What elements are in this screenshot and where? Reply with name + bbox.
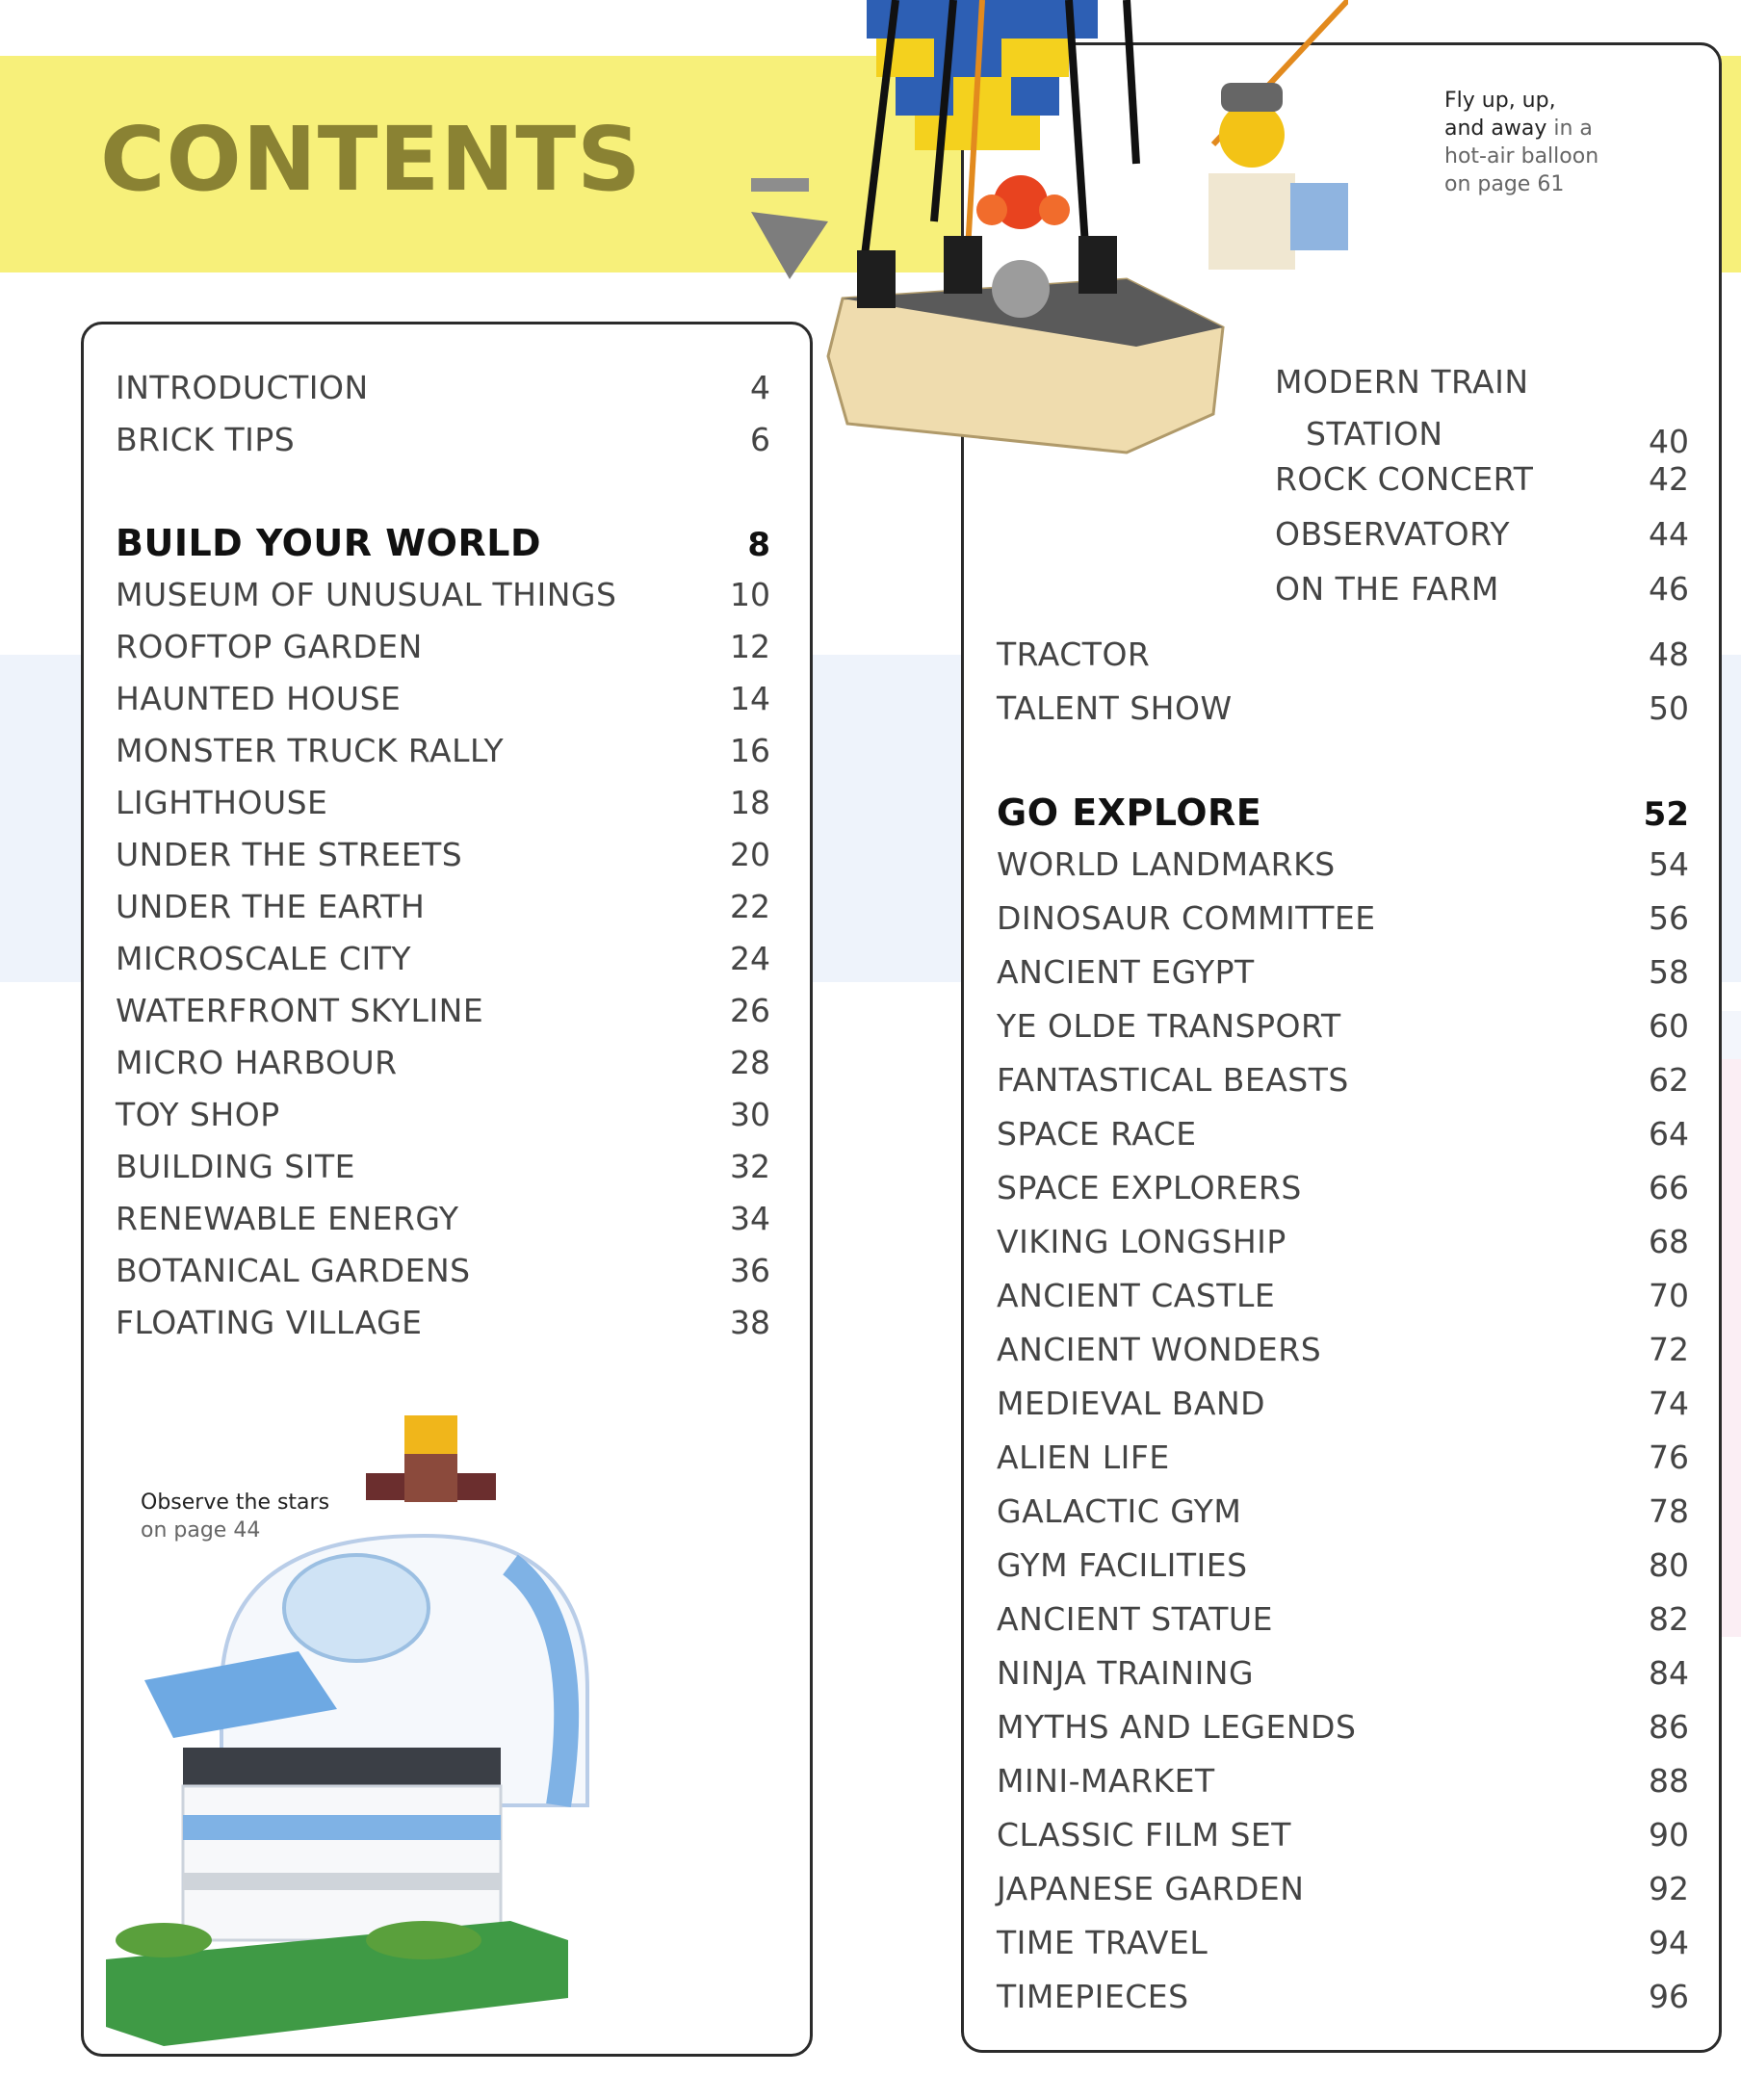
toc-page-number: 76 [1649,1439,1689,1476]
toc-page-number: 52 [1643,795,1689,834]
caption-line: in a [1553,117,1593,141]
toc-page-number: 86 [1649,1708,1689,1746]
toc-label: MEDIEVAL BAND [997,1385,1266,1422]
toc-entry[interactable] [116,680,770,717]
toc-page-number: 62 [1649,1061,1689,1099]
toc-entry[interactable] [997,1762,1689,1800]
toc-label: MONSTER TRUCK RALLY [116,732,505,769]
toc-entry[interactable] [116,1304,770,1341]
toc-entry-modern-train-station[interactable] [1275,356,1689,460]
toc-label: TALENT SHOW [997,689,1233,727]
toc-label-line: MODERN TRAIN [1275,363,1529,401]
toc-label-line: STATION [1306,415,1443,453]
toc-label: WATERFRONT SKYLINE [116,992,484,1029]
toc-page-number: 18 [730,784,770,821]
toc-entry[interactable] [997,1600,1689,1638]
toc-page-number: 32 [730,1148,770,1185]
burner-flame [976,175,1070,229]
toc-entry[interactable] [116,784,770,821]
toc-label: BRICK TIPS [116,421,296,458]
caption-line: Observe the stars [141,1491,330,1515]
hot-air-balloon-illustration [674,0,1348,616]
toc-page-number: 30 [730,1096,770,1133]
toc-page-number: 54 [1649,845,1689,883]
toc-entry[interactable] [997,953,1689,991]
toc-entry[interactable] [116,1252,770,1289]
sextant-telescope [751,178,828,279]
toc-label: UNDER THE STREETS [116,836,463,873]
toc-entry[interactable] [116,992,770,1029]
toc-label: BUILDING SITE [116,1148,355,1185]
toc-entry[interactable] [997,845,1689,883]
toc-entry[interactable] [997,635,1689,673]
toc-page-number: 12 [730,628,770,665]
toc-section-go-explore[interactable] [997,791,1689,834]
toc-page-number: 74 [1649,1385,1689,1422]
toc-entry[interactable] [997,1924,1689,1961]
toc-entry[interactable] [116,732,770,769]
toc-page-number: 24 [730,940,770,977]
toc-page-number: 82 [1649,1600,1689,1638]
toc-page-number: 68 [1649,1223,1689,1260]
toc-entry[interactable] [997,1654,1689,1692]
toc-entry[interactable] [997,899,1689,937]
toc-entry[interactable] [997,1708,1689,1746]
toc-label: SPACE RACE [997,1115,1197,1153]
toc-page-number: 20 [730,836,770,873]
toc-entry[interactable] [997,1870,1689,1907]
toc-page-number: 4 [750,369,770,406]
toc-entry[interactable] [116,940,770,977]
toc-label: SPACE EXPLORERS [997,1169,1302,1206]
toc-page-number: 42 [1649,460,1689,498]
toc-page-number: 56 [1649,899,1689,937]
toc-label: MICRO HARBOUR [116,1044,398,1081]
toc-page-number: 72 [1649,1331,1689,1368]
toc-label: ALIEN LIFE [997,1439,1170,1476]
pilot-minifigure [1208,83,1348,270]
toc-entry[interactable] [116,888,770,925]
toc-entry[interactable] [1275,570,1689,608]
toc-entry[interactable] [116,1200,770,1237]
toc-entry[interactable] [116,1044,770,1081]
toc-page-number: 36 [730,1252,770,1289]
toc-page-number: 26 [730,992,770,1029]
section-heading: BUILD YOUR WORLD [116,522,541,564]
toc-entry[interactable] [997,1223,1689,1260]
toc-label: NINJA TRAINING [997,1654,1255,1692]
toc-entry[interactable] [997,1439,1689,1476]
toc-page-number: 16 [730,732,770,769]
toc-entry[interactable] [116,836,770,873]
toc-label: TIMEPIECES [997,1978,1189,2015]
toc-entry[interactable] [997,1546,1689,1584]
toc-entry[interactable] [116,628,770,665]
toc-page-number: 66 [1649,1169,1689,1206]
toc-label: YE OLDE TRANSPORT [997,1007,1341,1045]
toc-page-number: 44 [1649,515,1689,553]
toc-label: ANCIENT EGYPT [997,953,1255,991]
toc-page-number: 60 [1649,1007,1689,1045]
toc-entry[interactable] [997,1816,1689,1854]
toc-page-number: 34 [730,1200,770,1237]
toc-label: ON THE FARM [1275,570,1499,608]
toc-entry[interactable] [997,1169,1689,1206]
toc-entry[interactable] [997,1061,1689,1099]
toc-page-number: 88 [1649,1762,1689,1800]
toc-entry[interactable] [1275,460,1689,498]
toc-entry-brick-tips[interactable] [116,421,770,458]
toc-page-number: 80 [1649,1546,1689,1584]
toc-page-number: 38 [730,1304,770,1341]
toc-entry[interactable] [997,1978,1689,2015]
caption-line: hot-air balloon [1444,144,1599,169]
toc-label: LIGHTHOUSE [116,784,328,821]
caption-line: on page 44 [141,1518,261,1543]
toc-label: DINOSAUR COMMITTEE [997,899,1376,937]
section-heading: GO EXPLORE [997,791,1262,834]
toc-label: RENEWABLE ENERGY [116,1200,459,1237]
toc-page-number: 70 [1649,1277,1689,1314]
toc-page-number: 96 [1649,1978,1689,2015]
toc-page-number: 58 [1649,953,1689,991]
toc-entry[interactable] [116,1096,770,1133]
caption-line: Fly up, up, [1444,89,1556,113]
toc-page-number: 92 [1649,1870,1689,1907]
caption-line: on page 61 [1444,172,1565,196]
toc-entry[interactable] [997,1277,1689,1314]
toc-page-number: 48 [1649,635,1689,673]
toc-label: MUSEUM OF UNUSUAL THINGS [116,576,617,613]
toc-entry[interactable] [997,1385,1689,1422]
toc-label: HAUNTED HOUSE [116,680,402,717]
toc-page-number: 94 [1649,1924,1689,1961]
toc-page-number: 84 [1649,1654,1689,1692]
toc-page-number: 14 [730,680,770,717]
toc-label: MICROSCALE CITY [116,940,412,977]
toc-page-number: 10 [730,576,770,613]
toc-page-number: 78 [1649,1492,1689,1530]
toc-label: MINI-MARKET [997,1762,1215,1800]
toc-label [1275,356,1529,460]
toc-entry[interactable] [997,689,1689,727]
toc-label: GALACTIC GYM [997,1492,1242,1530]
balloon-basket [828,236,1223,453]
toc-entry-introduction[interactable] [116,369,770,406]
toc-label: ANCIENT CASTLE [997,1277,1276,1314]
toc-label: FANTASTICAL BEASTS [997,1061,1349,1099]
toc-page-number: 6 [750,421,770,458]
toc-page-number: 28 [730,1044,770,1081]
toc-label: TOY SHOP [116,1096,280,1133]
toc-label: WORLD LANDMARKS [997,845,1336,883]
toc-label: TIME TRAVEL [997,1924,1208,1961]
toc-page-number: 40 [1649,423,1689,460]
toc-page-number: 8 [747,526,770,564]
toc-page-number: 64 [1649,1115,1689,1153]
toc-page-number: 22 [730,888,770,925]
toc-label: INTRODUCTION [116,369,369,406]
toc-entry[interactable] [997,1492,1689,1530]
toc-entry[interactable] [997,1115,1689,1153]
toc-label: FLOATING VILLAGE [116,1304,423,1341]
toc-label: OBSERVATORY [1275,515,1511,553]
toc-section-build-your-world[interactable] [116,522,770,564]
toc-entry[interactable] [997,1007,1689,1045]
toc-entry[interactable] [116,1148,770,1185]
toc-label: ROOFTOP GARDEN [116,628,423,665]
toc-label: BOTANICAL GARDENS [116,1252,471,1289]
caption-line: and away [1444,117,1547,141]
toc-entry[interactable] [1275,515,1689,553]
observatory-base [183,1748,501,1940]
toc-label: TRACTOR [997,635,1151,673]
toc-label: ROCK CONCERT [1275,460,1534,498]
toc-label: JAPANESE GARDEN [997,1870,1305,1907]
toc-label: UNDER THE EARTH [116,888,426,925]
toc-label: MYTHS AND LEGENDS [997,1708,1357,1746]
toc-page-number: 50 [1649,689,1689,727]
toc-entry[interactable] [116,576,770,613]
toc-page-number: 46 [1649,570,1689,608]
toc-label: CLASSIC FILM SET [997,1816,1291,1854]
observatory-caption [141,1489,391,1544]
toc-entry[interactable] [997,1331,1689,1368]
page-title: CONTENTS [100,108,642,211]
balloon-caption [1444,87,1637,198]
toc-label: VIKING LONGSHIP [997,1223,1286,1260]
toc-page-number: 90 [1649,1816,1689,1854]
toc-label: GYM FACILITIES [997,1546,1248,1584]
toc-label: ANCIENT STATUE [997,1600,1273,1638]
toc-label: ANCIENT WONDERS [997,1331,1322,1368]
